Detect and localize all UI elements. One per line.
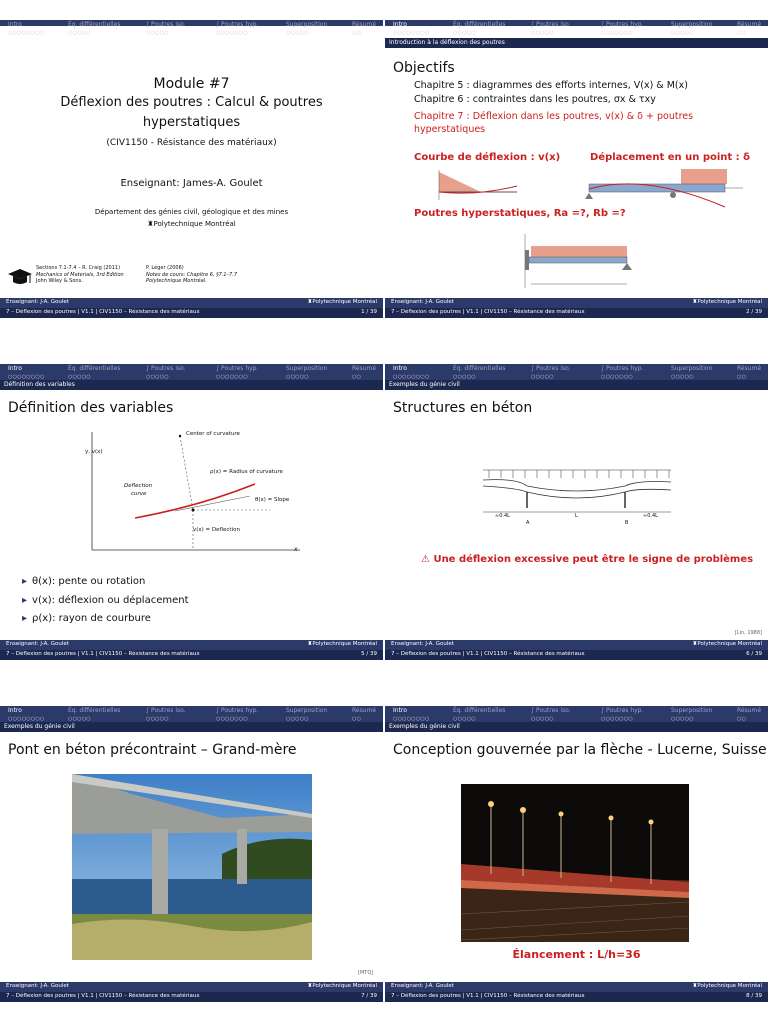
- nav-res[interactable]: Résumé: [737, 707, 762, 714]
- nav-dots[interactable]: ○○○○○○○: [601, 30, 633, 36]
- footer-author: Enseignant: J-A. Goulet: [6, 983, 69, 989]
- footer-author: Enseignant: J-A. Goulet: [6, 299, 69, 305]
- slide-7: [0, 706, 383, 1002]
- footer: [385, 982, 768, 1002]
- bullet-radius: ▸ ρ(x): rayon de courbure: [22, 613, 151, 624]
- module-number: Module #7: [153, 76, 230, 92]
- course-name: (CIV1150 - Résistance des matériaux): [106, 138, 277, 148]
- frame-title: Définition des variables: [8, 400, 174, 416]
- nav-dots[interactable]: ○○: [352, 374, 362, 380]
- nav-eq[interactable]: Éq. différentielles: [68, 21, 121, 28]
- objective-3: Chapitre 7 : Déflexion dans les poutres, v(x) & δ + poutres: [414, 111, 694, 122]
- nav-eq[interactable]: Éq. différentielles: [453, 707, 506, 714]
- nav-dots[interactable]: ○○: [352, 716, 362, 722]
- dim-left: ≈0.4L: [495, 513, 510, 519]
- nav-dots[interactable]: ○○○○○: [671, 374, 694, 380]
- nav-dots[interactable]: ○○○○○: [286, 716, 309, 722]
- nav-dots[interactable]: ○○: [737, 374, 747, 380]
- reference-leger: P. Léger (2006) Notes de cours: Chapitre 6, §7.1–7.7 Polytechnique Montréal.: [146, 265, 238, 284]
- school: ♜Polytechnique Montréal: [147, 220, 236, 228]
- slide-6: [385, 364, 768, 660]
- footer-page: 5 / 39: [361, 651, 377, 657]
- fig-slope-label: θ(x) = Slope: [255, 497, 290, 503]
- slide-2: [385, 20, 768, 318]
- footer-author: Enseignant: J-A. Goulet: [6, 641, 69, 647]
- nav-res[interactable]: Résumé: [737, 21, 762, 28]
- nav-eq[interactable]: Éq. différentielles: [453, 21, 506, 28]
- nav-iso[interactable]: ∫ Poutres iso.: [531, 365, 571, 372]
- dim-right: ≈0.4L: [643, 513, 658, 519]
- image-credit: [MTQ]: [358, 970, 374, 976]
- section-bar: [0, 722, 383, 732]
- footer-author: Enseignant: J-A. Goulet: [391, 299, 454, 305]
- nav-dots[interactable]: ○○: [352, 30, 362, 36]
- slide-8: [385, 706, 768, 1002]
- objective-1: Chapitre 5 : diagrammes des efforts internes, V(x) & M(x): [414, 80, 688, 91]
- nav-dots[interactable]: ○○○○○○○○: [393, 30, 430, 36]
- nav-dots[interactable]: ○○○○○: [286, 374, 309, 380]
- slide-1: [0, 20, 383, 318]
- department: Département des génies civil, géologique et des mines: [94, 208, 289, 216]
- slenderness-caption: Élancement : L/h=36: [512, 948, 641, 961]
- nav-intro[interactable]: Intro: [393, 707, 407, 714]
- nav-intro[interactable]: Intro: [8, 365, 22, 372]
- nav-iso[interactable]: ∫ Poutres iso.: [531, 21, 571, 28]
- fig-curve-label: Deflection: [124, 483, 153, 489]
- footer-course: 7 – Déflexion des poutres | V1.1 | CIV1150 – Résistance des matériaux: [391, 651, 585, 657]
- section-bar: [385, 38, 768, 48]
- nav-eq[interactable]: Éq. différentielles: [68, 365, 121, 372]
- footer-course: 7 – Déflexion des poutres | V1.1 | CIV1150 – Résistance des matériaux: [391, 993, 585, 999]
- footer-page: 1 / 39: [361, 309, 377, 315]
- footer-author: Enseignant: J-A. Goulet: [391, 641, 454, 647]
- nav-res[interactable]: Résumé: [352, 21, 377, 28]
- lucerne-bridge-photo: [461, 784, 689, 942]
- nav-dots[interactable]: ○○○○○○○: [216, 30, 248, 36]
- slide-5: [0, 364, 383, 660]
- frame-title: Objectifs: [393, 60, 455, 76]
- teacher-name: Enseignant: James-A. Goulet: [120, 178, 263, 189]
- curvature-diagram: [80, 426, 305, 558]
- nav-iso[interactable]: ∫ Poutres iso.: [531, 707, 571, 714]
- nav-iso[interactable]: ∫ Poutres iso.: [146, 21, 186, 28]
- frame-title: Conception gouvernée par la flèche - Lucerne, Suisse: [393, 742, 767, 758]
- footer: [385, 298, 768, 318]
- image-credit: [Lin, 1988]: [734, 630, 762, 636]
- nav-dots[interactable]: ○○○○○: [453, 374, 476, 380]
- nav-sup[interactable]: Superposition: [286, 707, 328, 714]
- nav-res[interactable]: Résumé: [352, 707, 377, 714]
- footer: [385, 640, 768, 660]
- nav-intro[interactable]: Intro: [393, 365, 407, 372]
- warning-text: ⚠ Une déflexion excessive peut être le signe de problèmes: [421, 554, 754, 565]
- footer-school: ♜Polytechnique Montréal: [692, 983, 762, 989]
- footer-school: ♜Polytechnique Montréal: [692, 641, 762, 647]
- module-title-2: hyperstatiques: [142, 115, 241, 130]
- nav-dots[interactable]: ○○○○○: [68, 716, 91, 722]
- deflection-curve-figure: [437, 168, 532, 204]
- nav-dots[interactable]: ○○○○○○○: [216, 374, 248, 380]
- fig-deflection-label: v(x) = Deflection: [193, 527, 240, 533]
- nav-dots[interactable]: ○○○○○○○: [601, 716, 633, 722]
- nav-iso[interactable]: ∫ Poutres iso.: [146, 707, 186, 714]
- heading-deflection-curve: Courbe de déflexion : v(x): [414, 152, 561, 163]
- nav-dots[interactable]: ○○○○○: [671, 30, 694, 36]
- nav-dots[interactable]: ○○○○○○○○: [393, 374, 430, 380]
- footer: [0, 982, 383, 1002]
- fig-y-axis-label: y, v(x): [85, 449, 103, 455]
- nav-hyp[interactable]: ∫ Poutres hyp.: [216, 365, 259, 372]
- section-bar: [385, 380, 768, 390]
- nav-res[interactable]: Résumé: [352, 365, 377, 372]
- nav-dots[interactable]: ○○: [737, 30, 747, 36]
- footer-author: Enseignant: J-A. Goulet: [391, 983, 454, 989]
- nav-iso[interactable]: ∫ Poutres iso.: [146, 365, 186, 372]
- nav-dots[interactable]: ○○○○○: [453, 716, 476, 722]
- bullet-slope: ▸ θ(x): pente ou rotation: [22, 576, 145, 587]
- nav-dots[interactable]: ○○○○○: [146, 716, 169, 722]
- nav-dots[interactable]: ○○○○○: [453, 30, 476, 36]
- section-title: Exemples du génie civil: [4, 723, 75, 730]
- nav-hyp[interactable]: ∫ Poutres hyp.: [216, 707, 259, 714]
- nav-sup[interactable]: Superposition: [671, 365, 713, 372]
- point-displacement-figure: [585, 167, 745, 209]
- footer-page: 7 / 39: [361, 993, 377, 999]
- footer-course: 7 – Déflexion des poutres | V1.1 | CIV1150 – Résistance des matériaux: [6, 309, 200, 315]
- nav-eq[interactable]: Éq. différentielles: [453, 365, 506, 372]
- bullet-deflection: ▸ v(x): déflexion ou déplacement: [22, 595, 189, 606]
- nav-hyp[interactable]: ∫ Poutres hyp.: [216, 21, 259, 28]
- graduation-cap-icon: [6, 267, 34, 287]
- section-title: Introduction à la déflexion des poutres: [389, 39, 505, 46]
- heading-hyperstatic: Poutres hyperstatiques, Ra =?, Rb =?: [414, 208, 626, 219]
- nav-res[interactable]: Résumé: [737, 365, 762, 372]
- footer-course: 7 – Déflexion des poutres | V1.1 | CIV1150 – Résistance des matériaux: [6, 651, 200, 657]
- nav-dots[interactable]: ○○○○○○○○: [8, 30, 45, 36]
- nav-sup[interactable]: Superposition: [671, 707, 713, 714]
- nav-hyp[interactable]: ∫ Poutres hyp.: [601, 707, 644, 714]
- footer-page: 8 / 39: [746, 993, 762, 999]
- footer: [0, 298, 383, 318]
- frame-title: Structures en béton: [393, 400, 533, 416]
- objective-3-cont: hyperstatiques: [414, 124, 486, 135]
- section-bar: [0, 380, 383, 390]
- fig-x-axis-label: x: [294, 546, 298, 553]
- bridge-photo: [72, 774, 312, 960]
- footer-page: 2 / 39: [746, 309, 762, 315]
- nav-eq[interactable]: Éq. différentielles: [68, 707, 121, 714]
- fig-radius-label: ρ(x) = Radius of curvature: [210, 469, 283, 475]
- heading-point-displacement: Déplacement en un point : δ: [590, 152, 750, 163]
- footer-school: ♜Polytechnique Montréal: [307, 299, 377, 305]
- nav-dots[interactable]: ○○○○○: [531, 716, 554, 722]
- nav-intro[interactable]: Intro: [8, 707, 22, 714]
- nav-sup[interactable]: Superposition: [671, 21, 713, 28]
- nav-dots[interactable]: ○○○○○: [68, 30, 91, 36]
- nav-dots[interactable]: ○○○○○: [671, 716, 694, 722]
- nav-dots[interactable]: ○○○○○: [146, 30, 169, 36]
- nav-dots[interactable]: ○○○○○○○: [216, 716, 248, 722]
- nav-dots[interactable]: ○○○○○○○○: [393, 716, 430, 722]
- reference-craig: Sections 7.1-7.4 – R. Craig (2011) Mechanics of Materials, 3rd Edition John Wiley & Sons.: [36, 265, 124, 284]
- nav-bar: [385, 20, 768, 36]
- section-title: Exemples du génie civil: [389, 381, 460, 388]
- nav-dots[interactable]: ○○○○○○○○: [8, 374, 45, 380]
- fig-center-label: Center of curvature: [186, 431, 240, 437]
- nav-dots[interactable]: ○○○○○: [146, 374, 169, 380]
- module-title: Déflexion des poutres : Calcul & poutres: [60, 95, 323, 110]
- nav-dots[interactable]: ○○○○○: [286, 30, 309, 36]
- footer-school: ♜Polytechnique Montréal: [307, 983, 377, 989]
- nav-hyp[interactable]: ∫ Poutres hyp.: [601, 21, 644, 28]
- hyperstatic-beam-figure: [515, 232, 645, 294]
- footer-course: 7 – Déflexion des poutres | V1.1 | CIV1150 – Résistance des matériaux: [6, 993, 200, 999]
- nav-dots[interactable]: ○○○○○: [531, 30, 554, 36]
- footer-course: 7 – Déflexion des poutres | V1.1 | CIV1150 – Résistance des matériaux: [391, 309, 585, 315]
- nav-dots[interactable]: ○○○○○○○: [601, 374, 633, 380]
- nav-dots[interactable]: ○○○○○: [68, 374, 91, 380]
- nav-sup[interactable]: Superposition: [286, 21, 328, 28]
- nav-hyp[interactable]: ∫ Poutres hyp.: [601, 365, 644, 372]
- support-b-label: B: [625, 520, 629, 526]
- frame-title: Pont en béton précontraint – Grand-mère: [8, 742, 297, 758]
- nav-bar: [0, 20, 383, 36]
- footer-page: 6 / 39: [746, 651, 762, 657]
- section-bar: [385, 722, 768, 732]
- footer-school: ♜Polytechnique Montréal: [307, 641, 377, 647]
- nav-intro[interactable]: Intro: [8, 21, 22, 28]
- section-title: Définition des variables: [4, 381, 75, 388]
- nav-sup[interactable]: Superposition: [286, 365, 328, 372]
- nav-intro[interactable]: Intro: [393, 21, 407, 28]
- nav-dots[interactable]: ○○○○○: [531, 374, 554, 380]
- footer-school: ♜Polytechnique Montréal: [692, 299, 762, 305]
- dim-mid: L: [575, 513, 578, 519]
- fig-curve-label-2: curve: [131, 491, 147, 497]
- footer: [0, 640, 383, 660]
- nav-dots[interactable]: ○○○○○○○○: [8, 716, 45, 722]
- nav-dots[interactable]: ○○: [737, 716, 747, 722]
- section-title: Exemples du génie civil: [389, 723, 460, 730]
- support-a-label: A: [526, 520, 530, 526]
- objective-2: Chapitre 6 : contraintes dans les poutres, σx & τxy: [414, 94, 656, 105]
